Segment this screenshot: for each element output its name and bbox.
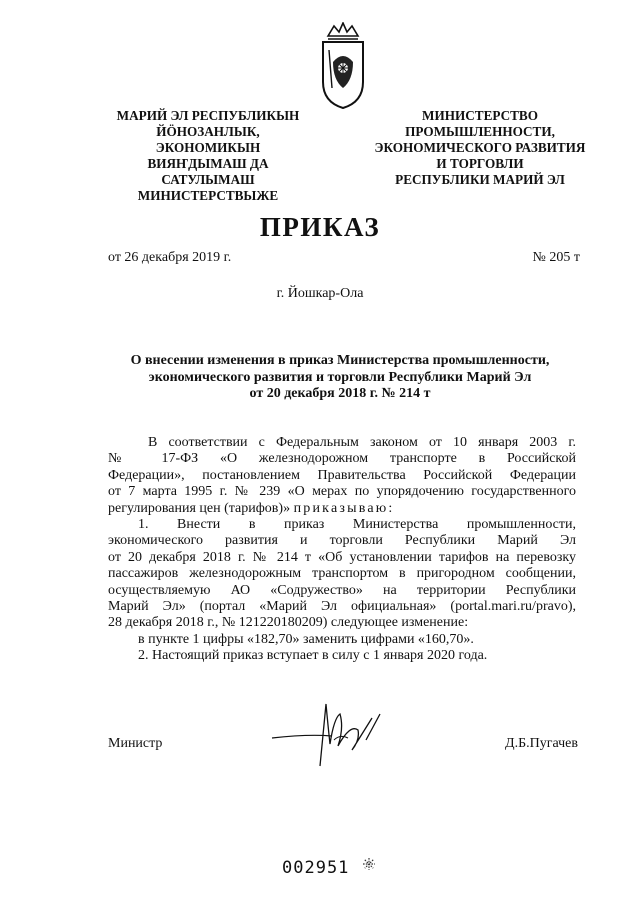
body-line: 1. Внести в приказ Министерства промышленности,: [138, 517, 576, 533]
document-date: от 26 декабря 2019 г.: [108, 250, 232, 265]
document-subject: [100, 353, 580, 403]
body-line: от 20 декабря 2018 г. № 214 т «Об установлении тарифов на перевозку: [108, 549, 576, 565]
body-line: пассажиров железнодорожным транспортом в пригородном сообщении,: [108, 566, 576, 582]
subject-line: О внесении изменения в приказ Министерства промышленности,: [130, 353, 550, 368]
body-line: [108, 501, 576, 517]
header-left-line: САТУЛЫМАШ: [161, 172, 255, 187]
header-left-line: МИНИСТЕРСТВЫЖЕ: [137, 188, 279, 203]
subject-line: от 20 декабря 2018 г. № 214 т: [249, 386, 431, 402]
header-right-line: И ТОРГОВЛИ: [436, 156, 524, 171]
handwritten-signature: [268, 696, 388, 768]
body-line: 28 декабря 2018 г., № 121220180209) следующее изменение:: [108, 615, 469, 631]
body-line: № 17-ФЗ «О железнодорожном транспорте в Российской: [108, 451, 576, 467]
document-city: г. Йошкар-Ола: [276, 286, 364, 301]
header-right-line: ПРОМЫШЛЕННОСТИ,: [405, 124, 555, 139]
body-text: регулирования цен (тарифов)»: [108, 500, 291, 516]
body-line: от 7 марта 1995 г. № 239 «О мерах по упорядочению государственного: [108, 484, 576, 500]
body-line: 2. Настоящий приказ вступает в силу с 1 января 2020 года.: [138, 648, 488, 664]
body-line: В соответствии с Федеральным законом от 10 января 2003 г.: [148, 435, 576, 450]
header-right-block: [364, 108, 596, 188]
body-line: Федерации», постановлением Правительства Российской Федерации: [108, 467, 576, 483]
body-line: экономического развития и торговли Республики Марий Эл: [108, 533, 576, 549]
header-right-line: МИНИСТЕРСТВО: [422, 108, 538, 123]
header-left-line: МАРИЙ ЭЛ РЕСПУБЛИКЫН: [116, 108, 300, 123]
serial-number: 002951: [282, 858, 350, 878]
document-title: ПРИКАЗ: [259, 212, 381, 242]
asterisk-icon: [362, 857, 376, 871]
document-body: [108, 435, 576, 665]
subject-line: экономического развития и торговли Республики Марий Эл: [148, 369, 532, 385]
header-left-block: [108, 108, 308, 204]
document-number: № 205 т: [532, 250, 580, 265]
header-right-line: ЭКОНОМИЧЕСКОГО РАЗВИТИЯ: [374, 140, 586, 155]
signatory-name: Д.Б.Пугачев: [505, 736, 578, 751]
body-line: в пункте 1 цифры «182,70» заменить цифрами «160,70».: [138, 631, 474, 647]
order-word: приказываю:: [293, 500, 395, 516]
header-left-line: ЙӦНОЗАНЛЫК, ЭКОНОМИКЫН: [155, 124, 261, 155]
header-left-line: ВИЯҤДЫМАШ ДА: [147, 156, 269, 171]
body-line: осуществляемую АО «Содружество» на территории Республики: [108, 582, 576, 598]
body-line: Марий Эл» (портал «Марий Эл официальная» (portal.mari.ru/pravo),: [108, 599, 576, 615]
header-right-line: РЕСПУБЛИКИ МАРИЙ ЭЛ: [395, 172, 565, 187]
signatory-position: Министр: [108, 736, 163, 751]
coat-of-arms-icon: [320, 22, 366, 110]
